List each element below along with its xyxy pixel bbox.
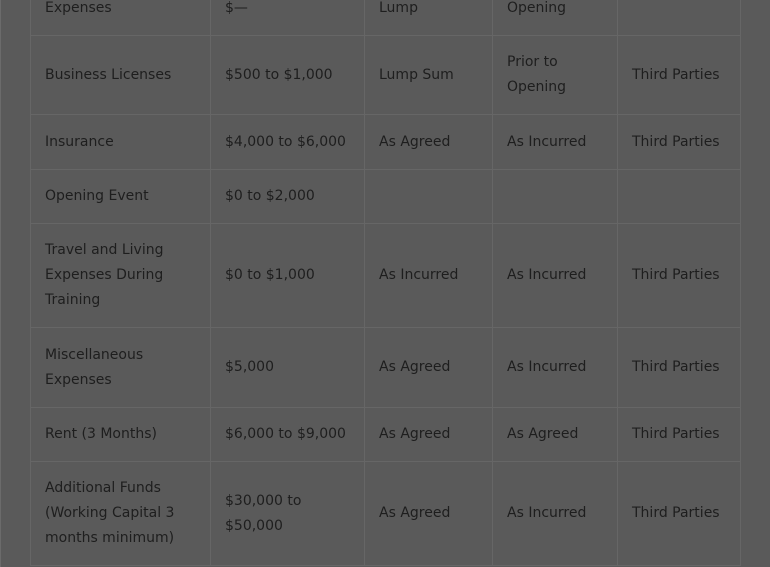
table-row xyxy=(31,408,741,462)
initial-investment-table xyxy=(30,0,741,566)
expense-type-cell: Expenses xyxy=(31,0,211,36)
paid-to-cell: Third Parties xyxy=(618,328,741,408)
table-row xyxy=(31,115,741,170)
payment-method-cell xyxy=(365,170,493,224)
payment-method-cell: As Incurred xyxy=(365,224,493,328)
table-row xyxy=(31,328,741,408)
paid-to-cell xyxy=(618,0,741,36)
expense-type-cell: Travel and Living Expenses During Training xyxy=(31,224,211,328)
amount-cell: $6,000 to $9,000 xyxy=(211,408,365,462)
expense-type-cell: Insurance xyxy=(31,115,211,170)
expense-type-cell: Business Licenses xyxy=(31,36,211,115)
due-when-cell: Opening xyxy=(493,0,618,36)
payment-method-cell: As Agreed xyxy=(365,408,493,462)
expense-type-cell: Rent (3 Months) xyxy=(31,408,211,462)
due-when-cell: As Incurred xyxy=(493,462,618,566)
due-when-cell: As Agreed xyxy=(493,408,618,462)
payment-method-cell: As Agreed xyxy=(365,115,493,170)
due-when-cell xyxy=(493,170,618,224)
table-row xyxy=(31,170,741,224)
table-row xyxy=(31,0,741,36)
table-row xyxy=(31,462,741,566)
payment-method-cell: Lump Sum xyxy=(365,36,493,115)
paid-to-cell xyxy=(618,170,741,224)
amount-cell: $0 to $2,000 xyxy=(211,170,365,224)
payment-method-cell: As Agreed xyxy=(365,462,493,566)
amount-cell: $4,000 to $6,000 xyxy=(211,115,365,170)
payment-method-cell: Lump xyxy=(365,0,493,36)
table-row xyxy=(31,36,741,115)
amount-cell: $30,000 to $50,000 xyxy=(211,462,365,566)
paid-to-cell: Third Parties xyxy=(618,408,741,462)
paid-to-cell: Third Parties xyxy=(618,462,741,566)
paid-to-cell: Third Parties xyxy=(618,115,741,170)
amount-cell: $5,000 xyxy=(211,328,365,408)
due-when-cell: As Incurred xyxy=(493,224,618,328)
expense-type-cell: Opening Event xyxy=(31,170,211,224)
due-when-cell: Prior to Opening xyxy=(493,36,618,115)
page-left-border xyxy=(0,0,1,567)
amount-cell: $0 to $1,000 xyxy=(211,224,365,328)
paid-to-cell: Third Parties xyxy=(618,36,741,115)
expense-type-cell: Miscellaneous Expenses xyxy=(31,328,211,408)
amount-cell: $— xyxy=(211,0,365,36)
payment-method-cell: As Agreed xyxy=(365,328,493,408)
paid-to-cell: Third Parties xyxy=(618,224,741,328)
expense-type-cell: Additional Funds (Working Capital 3 months minimum) xyxy=(31,462,211,566)
table-row xyxy=(31,224,741,328)
due-when-cell: As Incurred xyxy=(493,115,618,170)
due-when-cell: As Incurred xyxy=(493,328,618,408)
amount-cell: $500 to $1,000 xyxy=(211,36,365,115)
